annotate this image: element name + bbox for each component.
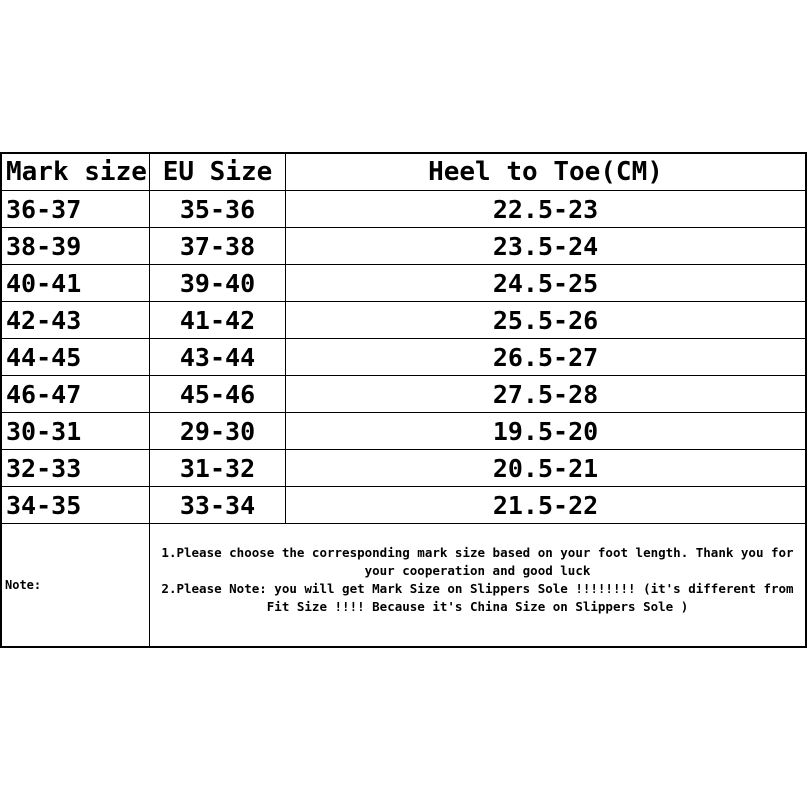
table-row <box>2 450 805 487</box>
eu-size-cell: 33-34 <box>150 487 286 523</box>
table-row <box>2 376 805 413</box>
header-eu-size: EU Size <box>150 154 286 190</box>
table-row <box>2 191 805 228</box>
eu-size-cell: 43-44 <box>150 339 286 375</box>
header-mark-size: Mark size <box>2 154 150 190</box>
mark-size-cell: 38-39 <box>2 228 150 264</box>
eu-size-cell: 39-40 <box>150 265 286 301</box>
eu-size-cell: 37-38 <box>150 228 286 264</box>
mark-size-cell: 30-31 <box>2 413 150 449</box>
heel-to-toe-cell: 19.5-20 <box>492 416 599 446</box>
eu-size-cell: 41-42 <box>150 302 286 338</box>
eu-size-cell: 45-46 <box>150 376 286 412</box>
note-row <box>2 524 805 648</box>
size-chart-table <box>0 152 807 648</box>
mark-size-cell: 40-41 <box>2 265 150 301</box>
table-row <box>2 302 805 339</box>
heel-to-toe-cell: 21.5-22 <box>492 490 599 520</box>
heel-to-toe-cell: 25.5-26 <box>492 305 599 335</box>
mark-size-cell: 34-35 <box>2 487 150 523</box>
mark-size-cell: 44-45 <box>2 339 150 375</box>
table-row <box>2 413 805 450</box>
table-header-row <box>2 154 805 191</box>
heel-to-toe-cell: 26.5-27 <box>492 342 599 372</box>
note-text <box>150 524 805 646</box>
header-heel-to-toe: Heel to Toe(CM) <box>428 157 663 187</box>
mark-size-cell: 32-33 <box>2 450 150 486</box>
heel-to-toe-cell: 23.5-24 <box>492 231 599 261</box>
table-row <box>2 487 805 524</box>
mark-size-cell: 42-43 <box>2 302 150 338</box>
mark-size-cell: 46-47 <box>2 376 150 412</box>
eu-size-cell: 35-36 <box>150 191 286 227</box>
heel-to-toe-cell: 20.5-21 <box>492 453 599 483</box>
mark-size-cell: 36-37 <box>2 191 150 227</box>
heel-to-toe-cell: 22.5-23 <box>492 194 599 224</box>
heel-to-toe-cell: 27.5-28 <box>492 379 599 409</box>
eu-size-cell: 31-32 <box>150 450 286 486</box>
eu-size-cell: 29-30 <box>150 413 286 449</box>
heel-to-toe-cell: 24.5-25 <box>492 268 599 298</box>
note-label: Note: <box>2 524 150 646</box>
note-line-2: 2.Please Note: you will get Mark Size on Slippers Sole !!!!!!!! (it's different from Fit Size !!!! Because it's China Size on Slippers Sole ) <box>161 581 794 614</box>
table-row <box>2 265 805 302</box>
note-line-1: 1.Please choose the corresponding mark size based on your foot length. Thank you for your cooperation and good luck <box>161 545 794 578</box>
table-row <box>2 339 805 376</box>
table-row <box>2 228 805 265</box>
